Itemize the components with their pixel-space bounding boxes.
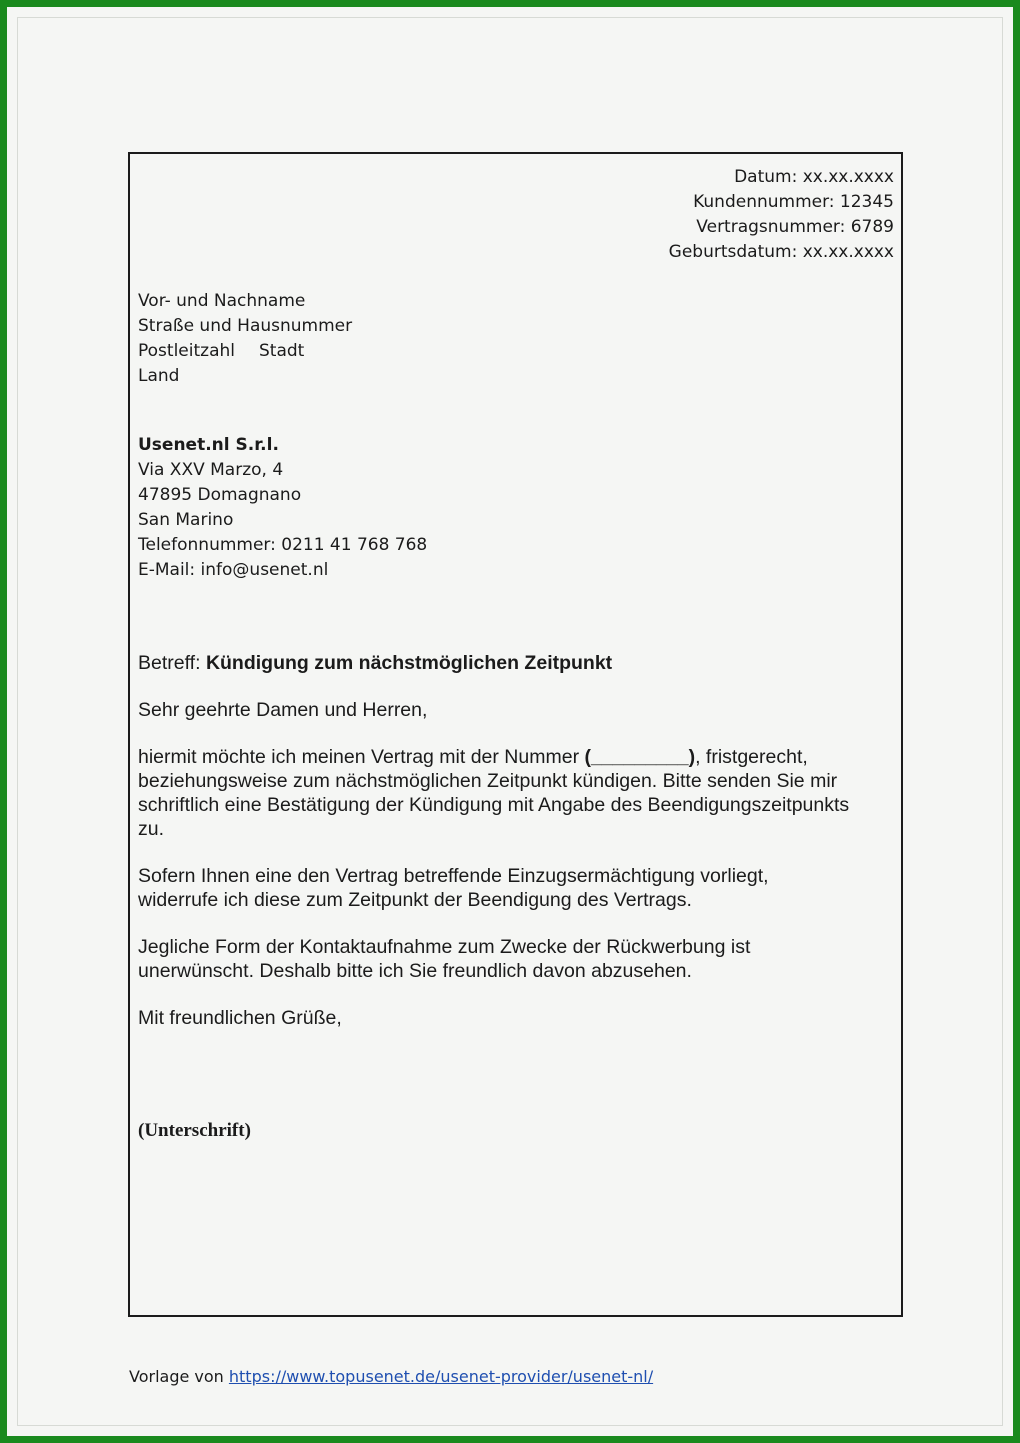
closing: Mit freundlichen Grüße,: [138, 1007, 342, 1029]
p1-line-4: zu.: [138, 818, 165, 840]
footer-credit: [129, 1367, 653, 1386]
subject-label: Betreff:: [138, 652, 201, 674]
letter-meta: [669, 165, 894, 265]
sender-name: Vor- und Nachname: [138, 291, 306, 311]
p1-line-3: schriftlich eine Bestätigung der Kündigung mit Angabe des Beendigungszeitpunkts: [138, 794, 850, 816]
recipient-street: Via XXV Marzo, 4: [138, 460, 284, 480]
contract-number-blank: (_________): [584, 746, 696, 768]
p2-line-2: widerrufe ich diese zum Zeitpunkt der Beendigung des Vertrags.: [138, 889, 692, 911]
letter-box: [128, 152, 903, 1317]
recipient-company: Usenet.nl S.r.l.: [138, 435, 279, 455]
sender-postcode-city: [138, 339, 352, 364]
signature-placeholder: (Unterschrift): [138, 1120, 251, 1141]
paragraph-contact: [138, 935, 893, 983]
p3-line-2: unerwünscht. Deshalb bitte ich Sie freundlich davon abzusehen.: [138, 960, 692, 982]
contract-number-line: Vertragsnummer: 6789: [696, 217, 894, 237]
sender-country: Land: [138, 366, 180, 386]
p1-text-b: , fristgerecht,: [695, 746, 808, 768]
p2-line-1: Sofern Ihnen eine den Vertrag betreffende Einzugsermächtigung vorliegt,: [138, 865, 769, 887]
subject-line: [138, 651, 893, 675]
sender-address: [138, 289, 352, 389]
p1-text-a: hiermit möchte ich meinen Vertrag mit der Nummer: [138, 746, 585, 768]
recipient-city: 47895 Domagnano: [138, 485, 302, 505]
birth-date-line: Geburtsdatum: xx.xx.xxxx: [668, 242, 894, 262]
sender-postcode: Postleitzahl: [138, 341, 235, 361]
paragraph-direct-debit: [138, 864, 893, 912]
paragraph-termination: [138, 745, 893, 841]
p1-line-2: beziehungsweise zum nächstmöglichen Zeitpunkt kündigen. Bitte senden Sie mir: [138, 770, 838, 792]
recipient-country: San Marino: [138, 510, 234, 530]
footer-prefix: Vorlage von: [129, 1367, 229, 1386]
salutation: Sehr geehrte Damen und Herren,: [138, 699, 428, 721]
date-line: Datum: xx.xx.xxxx: [734, 167, 894, 187]
recipient-email: E-Mail: info@usenet.nl: [138, 560, 329, 580]
subject-text: Kündigung zum nächstmöglichen Zeitpunkt: [205, 652, 613, 674]
footer-link[interactable]: https://www.topusenet.de/usenet-provider/usenet-nl/: [228, 1367, 654, 1386]
letter-body: [138, 651, 893, 1030]
sender-city: Stadt: [258, 341, 305, 361]
p3-line-1: Jegliche Form der Kontaktaufnahme zum Zwecke der Rückwerbung ist: [138, 936, 751, 958]
sender-street: Straße und Hausnummer: [138, 316, 353, 336]
recipient-phone: Telefonnummer: 0211 41 768 768: [138, 535, 428, 555]
customer-number-line: Kundennummer: 12345: [693, 192, 894, 212]
recipient-address: [138, 433, 427, 583]
